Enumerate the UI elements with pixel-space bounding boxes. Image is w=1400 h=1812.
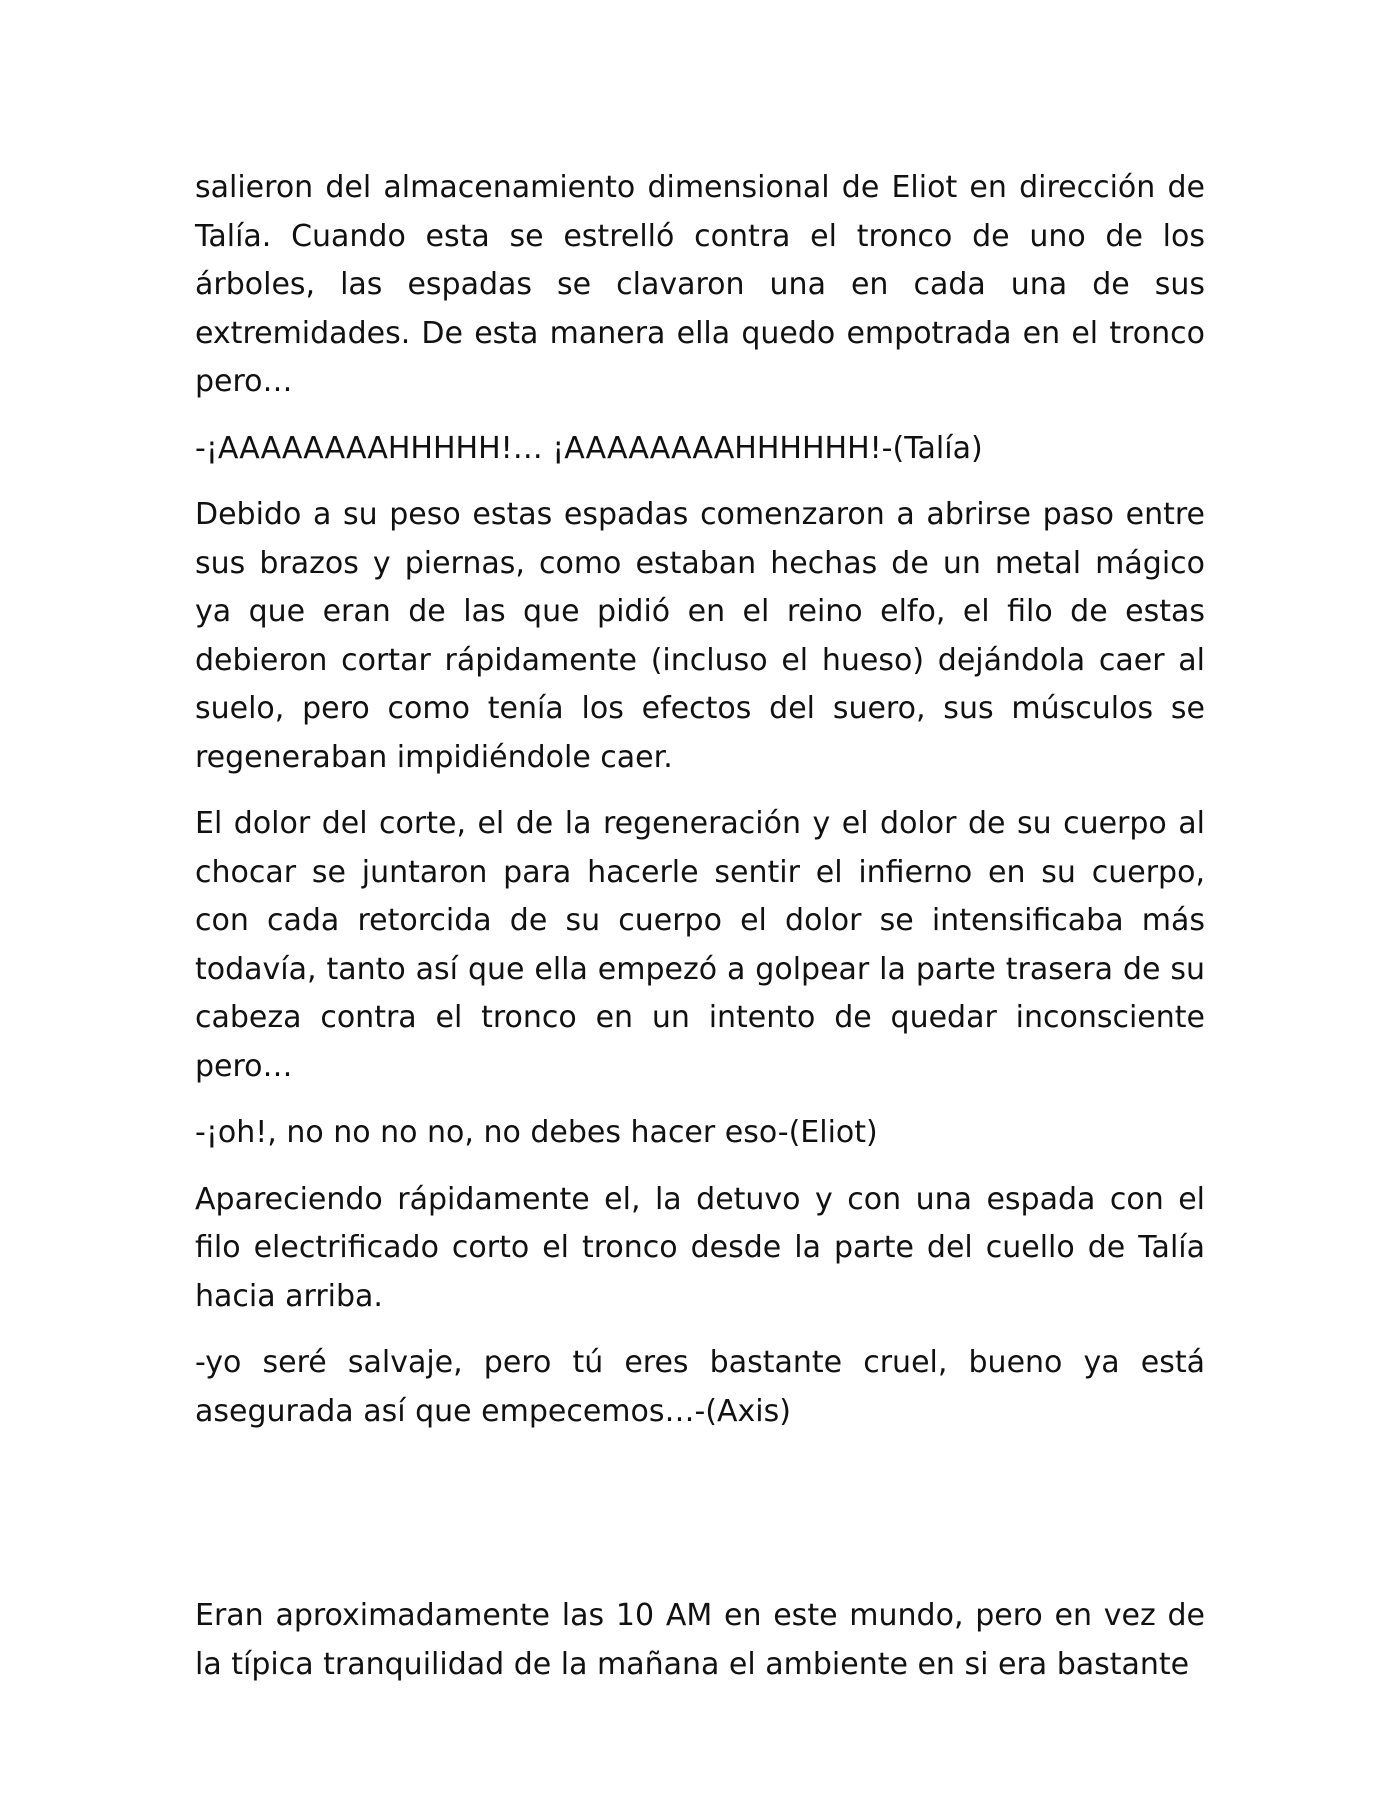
dialogue-line: -¡AAAAAAAAHHHHH!… ¡AAAAAAAAHHHHHH!-(Talía) [195,430,983,466]
paragraph: Debido a su peso estas espadas comenzaron a abrirse paso entre sus brazos y piernas, como estaban hechas de un metal mágico ya que eran de las que pidió en el reino elfo, el filo de estas debieron cortar rápidamente (incluso el hueso) dejándola caer al suelo, pero como tenía los efectos del suero, sus músculos se regeneraban impidiéndole caer. [195,497,1205,775]
paragraph: Apareciendo rápidamente el, la detuvo y con una espada con el filo electrificado corto el tronco desde la parte del cuello de Talía hacia arriba. [195,1181,1205,1314]
document-body [195,164,1205,1707]
dialogue-line: -¡oh!, no no no no, no debes hacer eso-(Eliot) [195,1115,878,1150]
paragraph: Eran aproximadamente las 10 AM en este mundo, pero en vez de la típica tranquilidad de la mañana el ambiente en si era bastante [195,1598,1205,1682]
paragraph: salieron del almacenamiento dimensional de Eliot en dirección de Talía. Cuando esta se estrelló contra el tronco de uno de los árboles, las espadas se clavaron una en cada una de sus extremidades. De esta manera ella quedo empotrada en el tronco pero… [195,170,1205,399]
paragraph: El dolor del corte, el de la regeneración y el dolor de su cuerpo al chocar se juntaron para hacerle sentir el infierno en su cuerpo, con cada retorcida de su cuerpo el dolor se intensificaba más todavía, tanto así que ella empezó a golpear la parte trasera de su cabeza contra el tronco en un intento de quedar inconsciente pero… [195,806,1205,1084]
dialogue-line: -yo seré salvaje, pero tú eres bastante cruel, bueno ya está asegurada así que empecemos…-(Axis) [195,1345,1205,1429]
section-break [195,1454,1205,1592]
